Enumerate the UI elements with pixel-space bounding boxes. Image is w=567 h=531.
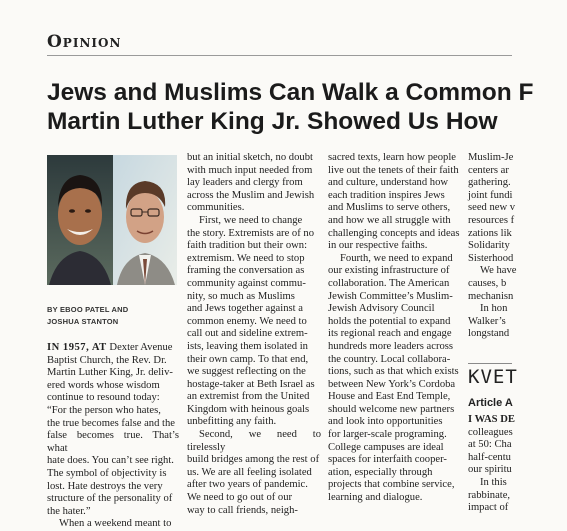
- column-2-line: build bridges among the rest of: [187, 454, 320, 466]
- column-3-line: ation, especially through: [328, 466, 433, 478]
- column-4-line: Walker’s: [468, 315, 506, 327]
- column-3: [328, 152, 462, 505]
- column-2-line: after two years of pandemic.: [187, 479, 308, 491]
- column-1-line: The symbol of objectivity is: [47, 467, 167, 479]
- column-1-line: false becomes true. That’s what: [47, 430, 179, 454]
- column-2-line: across the Muslim and Jewish: [187, 189, 315, 201]
- byline-line-2: JOSHUA STANTON: [47, 317, 119, 326]
- column-4-line: seed new v: [468, 202, 516, 214]
- column-3-line: challenging concepts and ideas: [328, 227, 460, 239]
- column-3-line: and Muslims to serve others,: [328, 202, 451, 214]
- column-2-line: framing the conversation as: [187, 265, 305, 277]
- column-2-line: an extremist from the United: [187, 391, 310, 403]
- sidebar-line: In this: [480, 476, 507, 488]
- column-2-line: communities.: [187, 202, 245, 214]
- column-3-line: our existing infrastructure of: [328, 265, 450, 277]
- section-rule: [47, 55, 512, 56]
- column-2-line: unbefitting any faith.: [187, 416, 277, 428]
- column-2-line: but an initial sketch, no doubt: [187, 152, 313, 163]
- column-4-line: Muslim-Je: [468, 152, 514, 163]
- column-3-line: Jewish Committee’s Muslim-: [328, 290, 453, 302]
- column-2-line: we suggest reflecting on the: [187, 366, 306, 378]
- section-heading: Opinion: [47, 32, 122, 52]
- headline-line-1: Jews and Muslims Can Walk a Common F: [47, 79, 534, 106]
- sidebar-line: half-centu: [468, 451, 511, 463]
- sidebar-line: impact of: [468, 502, 509, 514]
- column-1-line: “For the person who hates,: [47, 404, 161, 416]
- column-4-line: mechanisn: [468, 290, 514, 302]
- column-2-line: way to call friends, neigh-: [187, 504, 298, 516]
- column-2-line: call out and sideline extrem-: [187, 328, 308, 340]
- sidebar-line: I WAS DE: [468, 414, 515, 425]
- headline: [47, 78, 567, 136]
- column-3-line: the country. Local collabora-: [328, 353, 451, 365]
- column-4-line: joint fundi: [468, 189, 513, 201]
- column-1-line: continue to resound today:: [47, 392, 160, 404]
- column-4-line: In hon: [480, 303, 508, 315]
- column-1-line: the hater.”: [47, 505, 91, 517]
- sidebar-line: colleagues: [468, 426, 513, 438]
- sidebar-line: at 50: Cha: [468, 439, 512, 451]
- column-2-line: us. We are all feeling isolated: [187, 466, 312, 478]
- column-1-line: Martin Luther King, Jr. deliv-: [47, 367, 173, 379]
- column-3-line: tions, such as that which exists: [328, 366, 459, 378]
- column-3-line: for larger-scale programing.: [328, 429, 447, 441]
- column-2-line: ists, leaving them isolated in: [187, 340, 308, 352]
- column-4-line: Solidarity: [468, 240, 510, 252]
- column-4-line: zations lik: [468, 227, 512, 239]
- column-2-line: common enemy. We need to: [187, 315, 307, 327]
- column-3-line: College campuses are ideal: [328, 441, 444, 453]
- column-2-line: extremism. We need to stop: [187, 252, 305, 264]
- column-1-line: IN 1957, AT Dexter Avenue: [47, 342, 173, 353]
- column-3-line: projects that combine service,: [328, 479, 455, 491]
- column-1-line: lost. Hate destroys the very: [47, 480, 163, 492]
- column-1-line: hate does. You can’t see right.: [47, 455, 174, 467]
- column-2-line: First, we need to change: [199, 214, 303, 226]
- column-2-line: nity, so much as Muslims: [187, 290, 295, 302]
- column-3-line: should welcome new partners: [328, 403, 455, 415]
- column-1-line: Baptist Church, the Rev. Dr.: [47, 354, 167, 366]
- column-4: [468, 152, 528, 341]
- column-4-line: gathering.: [468, 177, 511, 189]
- byline-line-1: BY EBOO PATEL AND: [47, 305, 129, 314]
- column-3-line: holds the potential to expand: [328, 315, 451, 327]
- headline-line-2: Martin Luther King Jr. Showed Us How: [47, 108, 498, 135]
- column-3-line: sacred texts, learn how people: [328, 152, 456, 163]
- column-2-line: community against commu-: [187, 277, 306, 289]
- column-1-line: the true becomes false and the: [47, 417, 175, 429]
- column-2: [187, 152, 321, 517]
- column-3-line: and culture, understand how: [328, 177, 449, 189]
- column-2-line: Kingdom with heinous goals: [187, 403, 310, 415]
- sidebar-rule: [468, 363, 512, 364]
- sidebar-line: our spiritu: [468, 464, 512, 476]
- column-2-line: hostage-taker at Beth Israel as: [187, 378, 315, 390]
- column-1-line: ered words whose wisdom: [47, 379, 160, 391]
- column-3-line: each tradition inspires Jews: [328, 189, 445, 201]
- sidebar-column: [468, 414, 528, 515]
- column-3-line: its regional reach and engage: [328, 328, 452, 340]
- column-2-line: their own camp. To that end,: [187, 353, 309, 365]
- column-1-line: When a weekend meant to: [59, 518, 172, 530]
- column-4-line: centers ar: [468, 164, 509, 176]
- column-4-line: resources f: [468, 214, 515, 226]
- column-1: [47, 342, 179, 531]
- author-photo-image: [47, 155, 177, 285]
- column-4-line: causes, b: [468, 277, 507, 289]
- column-2-line: the story. Extremists are of no: [187, 227, 314, 239]
- byline: [47, 304, 179, 328]
- column-3-line: spaces for interfaith cooper-: [328, 454, 447, 466]
- column-3-line: collaboration. The American: [328, 277, 450, 289]
- column-3-line: House and East End Temple,: [328, 391, 451, 403]
- column-2-line: lay leaders and clergy from: [187, 177, 303, 189]
- column-3-line: in our respective faiths.: [328, 240, 428, 252]
- column-4-line: longstand: [468, 328, 510, 340]
- lead-in: IN 1957, AT: [47, 342, 107, 353]
- author-photo: [47, 155, 177, 285]
- column-1-line: structure of the personality of: [47, 493, 173, 505]
- column-3-line: hundreds more leaders across: [328, 340, 454, 352]
- column-3-line: and how we all struggle with: [328, 214, 451, 226]
- column-2-line: faith tradition but their own:: [187, 240, 308, 252]
- column-2-line: Second, we need to tirelessly: [187, 429, 321, 453]
- column-2-line: with much input needed from: [187, 164, 313, 176]
- column-2-line: and Jews together against a: [187, 303, 303, 315]
- column-4-line: Sisterhood: [468, 252, 514, 264]
- sidebar-line: rabbinate,: [468, 489, 511, 501]
- column-3-line: learning and dialogue.: [328, 492, 423, 504]
- sidebar-subhead: Article A: [468, 397, 513, 409]
- column-3-line: Fourth, we need to expand: [340, 252, 453, 264]
- column-4-line: We have: [480, 265, 517, 277]
- column-3-line: live out the tenets of their faith: [328, 164, 459, 176]
- column-3-line: between New York’s Cordoba: [328, 378, 456, 390]
- column-3-line: Jewish Advisory Council: [328, 303, 435, 315]
- column-3-line: and look into opportunities: [328, 416, 443, 428]
- sidebar-title: KVET: [468, 366, 518, 388]
- column-2-line: We need to go out of our: [187, 492, 293, 504]
